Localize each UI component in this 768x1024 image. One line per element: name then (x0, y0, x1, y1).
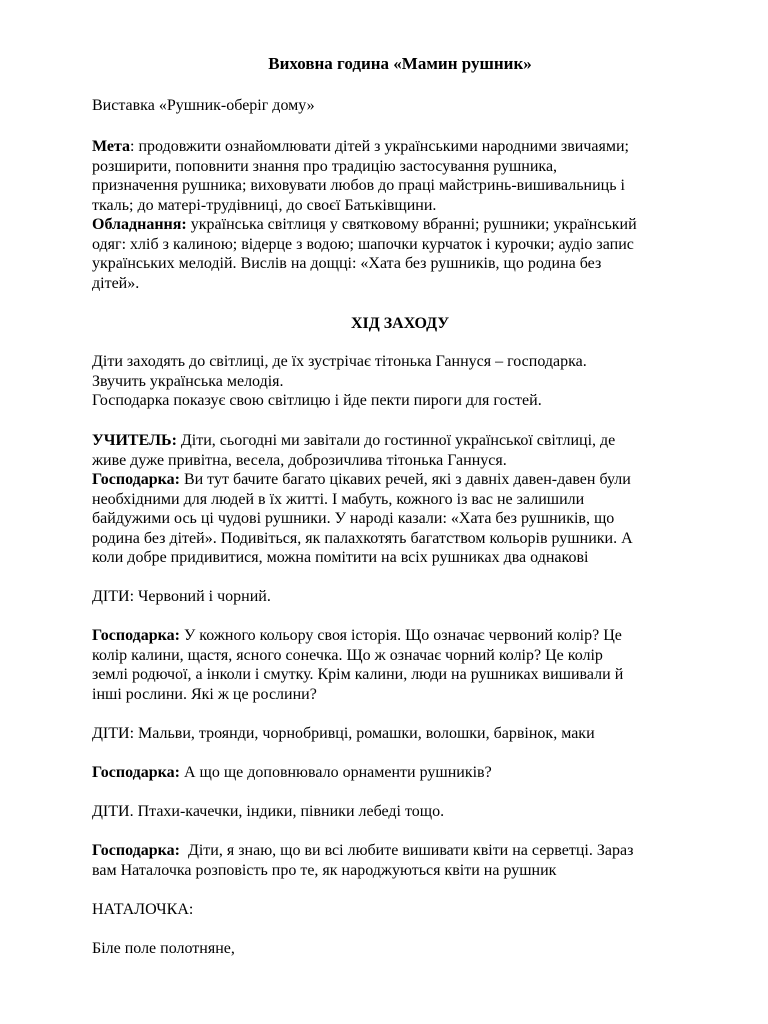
goal-paragraph: Мета: продовжити ознайомлювати дітей з українськими народними звичаями; розширити, поповнити знання про традицію застосування рушника, призначення рушника; виховувати любов до праці майстринь-вишивальниць і ткаль; до матері-трудівниці, до своєї Батьківщини. (92, 138, 629, 214)
exhibition-line: Виставка «Рушник-оберіг дому» (92, 97, 315, 114)
section-heading: ХІД ЗАХОДУ (350, 315, 450, 332)
natalochka-label: НАТАЛОЧКА: (92, 901, 194, 918)
document-title: Виховна година «Мамин рушник» (268, 54, 532, 73)
children-reply-2: ДІТИ: Мальви, троянди, чорнобривці, ромашки, волошки, барвінок, маки (92, 725, 595, 742)
equipment-paragraph: Обладнання: українська світлиця у святковому вбранні; рушники; український одяг: хліб з калиною; відерце з водою; шапочки курчаток і курочки; аудіо запис українських мелодій. Вислів на дощці: «Хата без рушників, що родина без дітей». (92, 216, 637, 292)
children-reply-1: ДІТИ: Червоний і чорний. (92, 588, 271, 605)
hostess-label: Господарка: (92, 764, 180, 781)
hostess-label: Господарка: (92, 842, 180, 859)
hostess-label: Господарка: (92, 627, 180, 644)
teacher-label: УЧИТЕЛЬ: (92, 432, 177, 449)
hostess-paragraph-2: Господарка: У кожного кольору своя історія. Що означає червоний колір? Це колір калини, щастя, ясного сонечка. Що ж означає чорний колір? Це колір землі родючої, а інколи і смутку. Крім калини, люди на рушниках вишивали й інші рослини. Які ж це рослини? (92, 627, 624, 703)
intro-paragraph: Діти заходять до світлиці, де їх зустрічає тітонька Ганнуся – господарка. Звучить українська мелодія. Господарка показує свою світлицю і йде пекти пироги для гостей. (92, 353, 587, 409)
goal-label: Мета (92, 138, 131, 155)
poem-line: Біле поле полотняне, (92, 940, 235, 957)
hostess-label: Господарка: (92, 471, 180, 488)
hostess-paragraph-1: Господарка: Ви тут бачите багато цікавих речей, які з давніх давен-давен були необхідними для людей в їх житті. І мабуть, кожного із вас не залишили байдужими ось ці чудові рушники. У народі казали: «Хата без рушників, що родина без дітей». Подивіться, як палахкотять багатством кольорів рушники. А коли добре придивитися, можна помітити на всіх рушниках два однакові (92, 471, 633, 566)
teacher-paragraph: УЧИТЕЛЬ: Діти, сьогодні ми завітали до гостинної української світлиці, де живе дуже привітна, весела, доброзичлива тітонька Ганнуся. (92, 432, 616, 469)
hostess-paragraph-4: Господарка: Діти, я знаю, що ви всі любите вишивати квіти на серветці. Зараз вам Наталочка розповість про те, як народжуються квіти на рушник (92, 842, 634, 879)
children-reply-3: ДІТИ. Птахи-качечки, індики, півники лебеді тощо. (92, 803, 445, 820)
equipment-label: Обладнання: (92, 216, 187, 233)
hostess-paragraph-3: Господарка: А що ще доповнювало орнаменти рушників? (92, 764, 492, 781)
